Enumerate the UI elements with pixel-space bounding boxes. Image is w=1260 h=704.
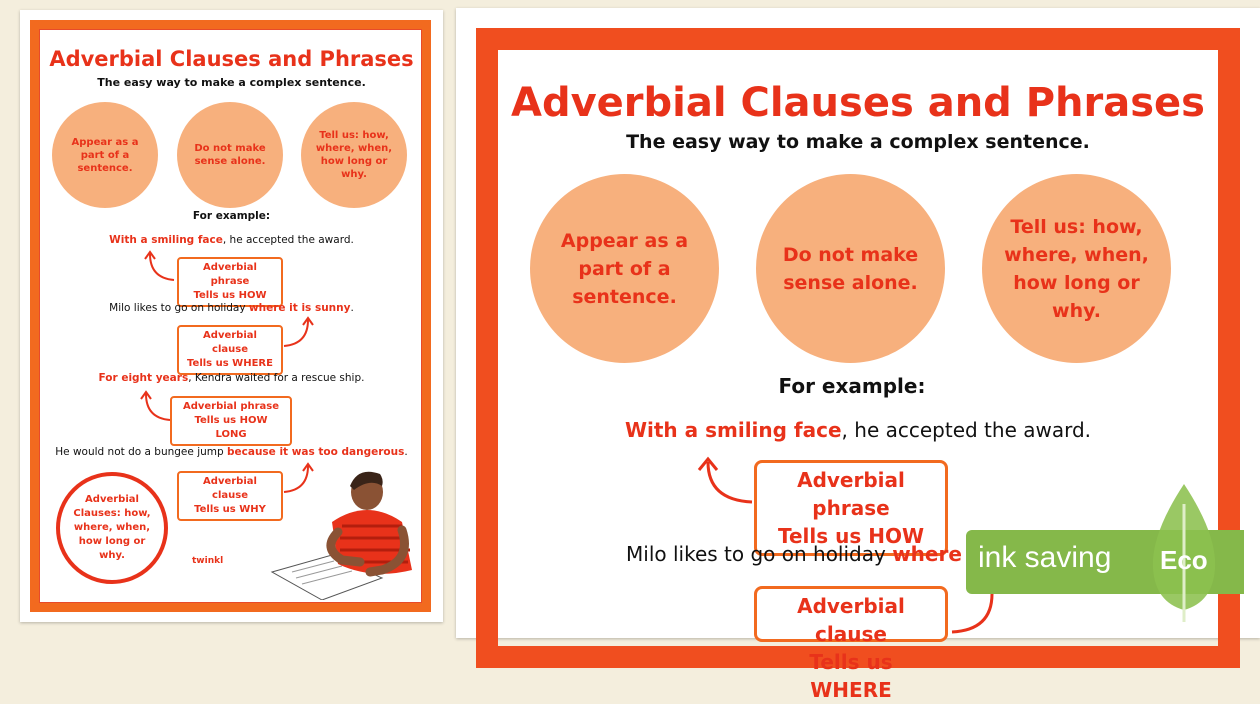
big-box-1: Adverbial phrase Tells us HOW bbox=[754, 460, 948, 556]
small-summary-circle: Adverbial Clauses: how, where, when, how long or why. bbox=[56, 472, 168, 584]
big-circle-3: Tell us: how, where, when, how long or why. bbox=[982, 174, 1171, 363]
small-poster-title: Adverbial Clauses and Phrases bbox=[49, 47, 414, 71]
big-circle-2: Do not make sense alone. bbox=[756, 174, 945, 363]
small-example-4: He would not do a bungee jump because it was too dangerous. bbox=[55, 446, 408, 458]
small-circle-2: Do not make sense alone. bbox=[177, 102, 283, 208]
eco-label: Eco bbox=[1160, 545, 1208, 575]
big-for-example: For example: bbox=[778, 374, 926, 398]
big-poster-title: Adverbial Clauses and Phrases bbox=[511, 80, 1205, 126]
small-example-3: For eight years, Kendra waited for a rescue ship. bbox=[98, 372, 365, 384]
small-for-example: For example: bbox=[192, 210, 271, 222]
small-box-3: Adverbial phrase Tells us HOW LONG bbox=[170, 396, 292, 446]
boy-writing-illustration bbox=[262, 460, 422, 600]
small-example-2: Milo likes to go on holiday where it is sunny. bbox=[109, 302, 354, 314]
small-poster bbox=[20, 10, 443, 622]
big-example-2: Milo likes to go on holiday where bbox=[626, 542, 962, 566]
big-example-1: With a smiling face, he accepted the award. bbox=[624, 418, 1092, 442]
small-circle-1: Appear as a part of a sentence. bbox=[52, 102, 158, 208]
small-box-2: Adverbial clause Tells us WHERE bbox=[177, 325, 283, 375]
small-circle-3: Tell us: how, where, when, how long or why. bbox=[301, 102, 407, 208]
big-box-2: Adverbial clause Tells us WHERE bbox=[754, 586, 948, 642]
big-circle-1: Appear as a part of a sentence. bbox=[530, 174, 719, 363]
brand-logo: twinkl bbox=[192, 556, 224, 566]
small-arrow-1 bbox=[142, 250, 182, 286]
small-poster-subtitle: The easy way to make a complex sentence. bbox=[97, 76, 366, 89]
small-box-4: Adverbial clause Tells us WHY bbox=[177, 471, 283, 521]
small-example-1: With a smiling face, he accepted the award. bbox=[109, 234, 354, 246]
small-box-1: Adverbial phrase Tells us HOW bbox=[177, 257, 283, 307]
eco-badge-text: ink saving bbox=[978, 541, 1112, 574]
small-arrow-2 bbox=[282, 316, 322, 352]
big-poster-subtitle: The easy way to make a complex sentence. bbox=[626, 131, 1090, 153]
big-arrow-1 bbox=[692, 456, 762, 512]
